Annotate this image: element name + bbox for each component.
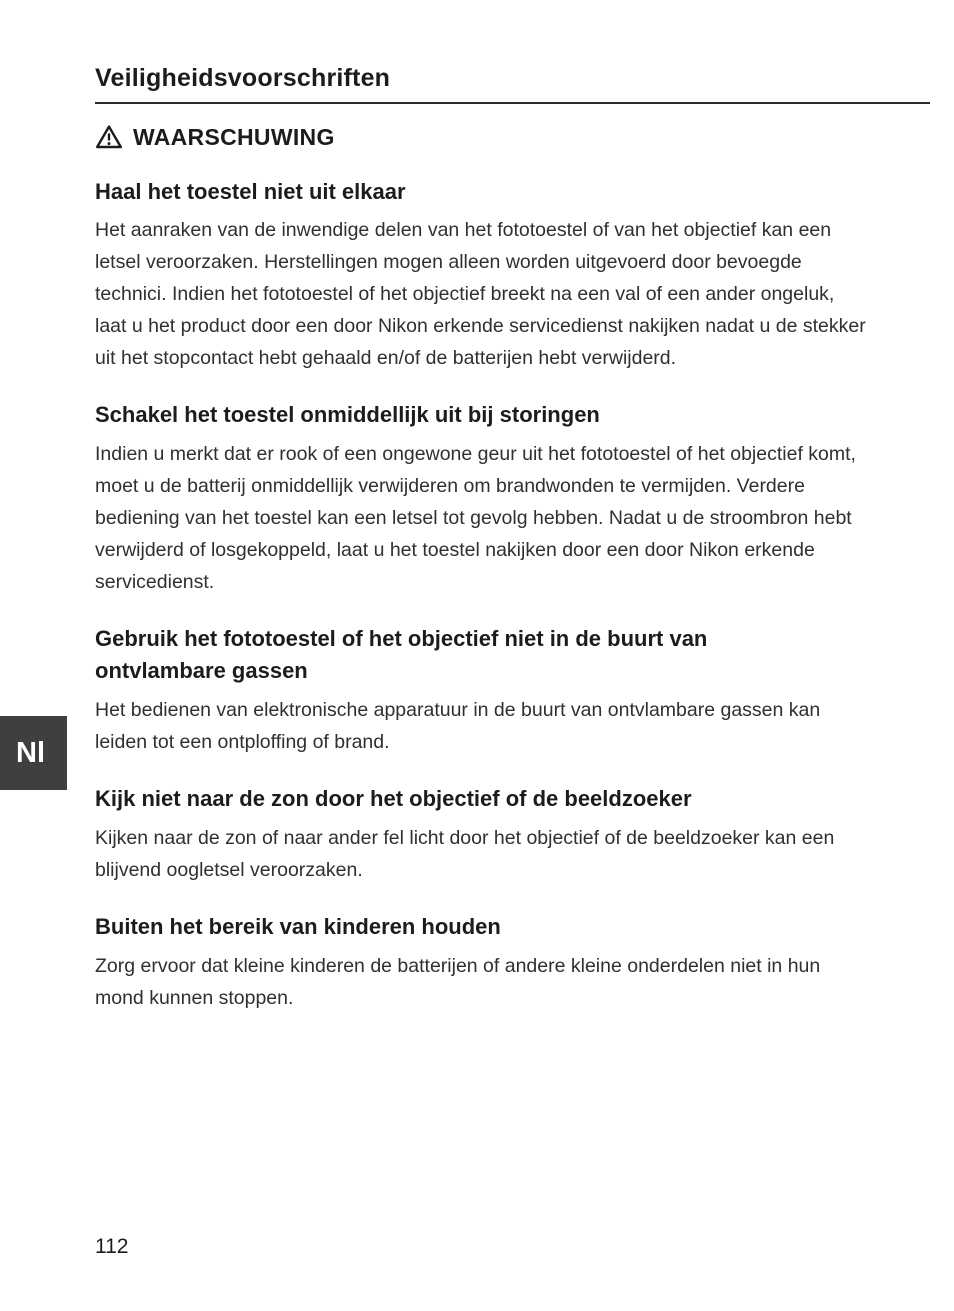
section-body: Het bedienen van elektronische apparatuur in de buurt van ontvlambare gassen kan leiden tot een ontploffing of brand. bbox=[95, 699, 821, 754]
warning-label: WAARSCHUWING bbox=[133, 123, 335, 150]
section-body: Indien u merkt dat er rook of een ongewone geur uit het fototoestel of het objectief komt, moet u de batterij onmiddellijk verwijderen om brandwonden te vermijden. Verdere bediening van het toestel kan een letsel tot gevolg hebben. Nadat u de stroombron hebt verwijderd of losgekoppeld, laat u het toestel nakijken door een door Nikon erkende servicedienst. bbox=[95, 443, 856, 594]
section-heading: Kijk niet naar de zon door het objectief of de beeldzoeker bbox=[95, 786, 692, 812]
language-tab: Nl bbox=[0, 716, 67, 790]
section-body: Zorg ervoor dat kleine kinderen de batterijen of andere kleine onderdelen niet in hun mond kunnen stoppen. bbox=[95, 954, 821, 1009]
section-heading: Gebruik het fototoestel of het objectief niet in de buurt van ontvlambare gassen bbox=[95, 626, 708, 684]
section-body: Kijken naar de zon of naar ander fel licht door het objectief of de beeldzoeker kan een blijvend oogletsel veroorzaken. bbox=[95, 826, 835, 881]
section-heading: Buiten het bereik van kinderen houden bbox=[95, 913, 501, 939]
section-flammable-gas bbox=[95, 623, 885, 758]
warning-icon bbox=[95, 124, 123, 150]
page-title: Veiligheidsvoorschriften bbox=[95, 64, 391, 92]
warning-header bbox=[95, 124, 930, 151]
section-do-not-disassemble bbox=[95, 176, 885, 375]
section-heading: Schakel het toestel onmiddellijk uit bij storingen bbox=[95, 402, 600, 428]
section-turn-off-on-malfunction bbox=[95, 399, 885, 598]
title-rule bbox=[95, 102, 930, 104]
section-do-not-look-at-sun bbox=[95, 783, 885, 886]
page-number: 112 bbox=[95, 1235, 129, 1258]
section-body: Het aanraken van de inwendige delen van het fototoestel of van het objectief kan een letsel veroorzaken. Herstellingen mogen alleen worden uitgevoerd door bevoegde technici. Indien het fototoestel of het objectief breekt na een val of een ander ongeluk, laat u het product door een door Nikon erkende servicedienst nakijken nadat u de stekker uit het stopcontact hebt gehaald en/of de batterijen hebt verwijderd. bbox=[95, 219, 866, 370]
section-heading: Haal het toestel niet uit elkaar bbox=[95, 178, 406, 204]
section-keep-away-from-children bbox=[95, 911, 885, 1014]
